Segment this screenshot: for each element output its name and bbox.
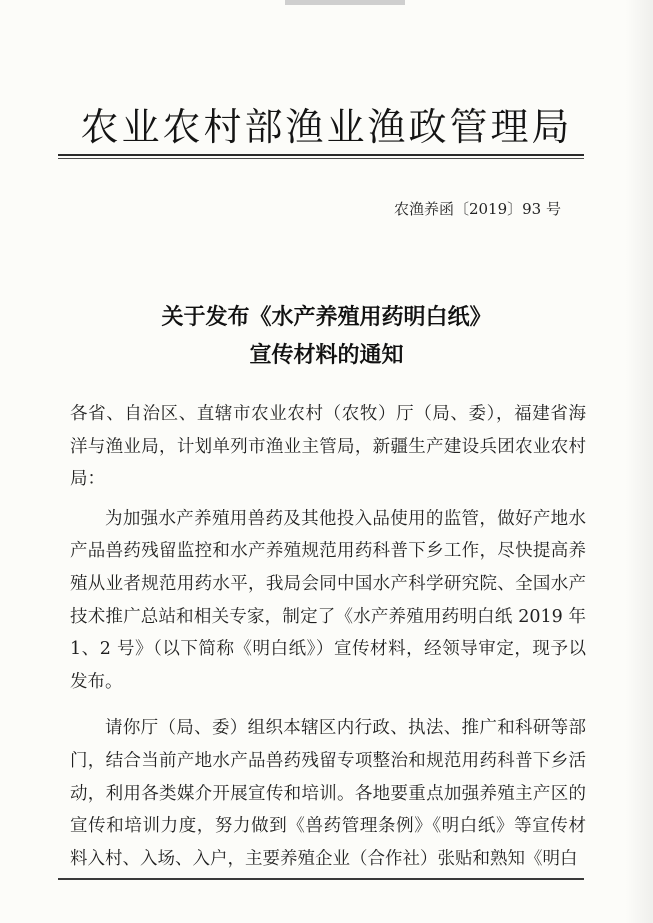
document-body — [70, 398, 586, 889]
addressee-paragraph: 各省、自治区、直辖市农业农村（农牧）厅（局、委），福建省海洋与渔业局，计划单列市渔业主管局，新疆生产建设兵团农业农村局： — [70, 404, 586, 490]
body-paragraph-2: 请你厅（局、委）组织本辖区内行政、执法、推广和科研等部门，结合当前产地水产品兽药残留专项整治和规范用药科普下乡活动，利用各类媒介开展宣传和培训。各地要重点加强养殖主产区的宣传和培训力度，努力做到《兽药管理条例》《明白纸》等宣传材料入村、入场、入户，主要养殖企业（合作社）张贴和熟知《明白 — [70, 718, 586, 869]
header-rule-thick — [58, 154, 584, 156]
document-title — [0, 298, 653, 374]
scan-top-tab — [285, 0, 405, 5]
body-paragraph-1: 为加强水产养殖用兽药及其他投入品使用的监管，做好产地水产品兽药残留监控和水产养殖规范用药科普下乡工作，尽快提高养殖从业者规范用药水平，我局会同中国水产科学研究院、全国水产技术推广总站和相关专家，制定了《水产养殖用药明白纸 2019 年 1、2 号》（以下简称《明白纸》）宣传材料，经领导审定，现予以发布。 — [70, 508, 586, 692]
issuing-authority-title: 农业农村部渔业渔政管理局 — [80, 105, 573, 149]
document-number: 农渔养函〔2019〕93 号 — [393, 200, 561, 218]
document-title-line-1: 关于发布《水产养殖用药明白纸》 — [161, 304, 492, 330]
footer-rule — [58, 878, 584, 880]
document-title-line-2: 宣传材料的通知 — [249, 342, 404, 368]
header-rule-thin — [58, 158, 584, 159]
